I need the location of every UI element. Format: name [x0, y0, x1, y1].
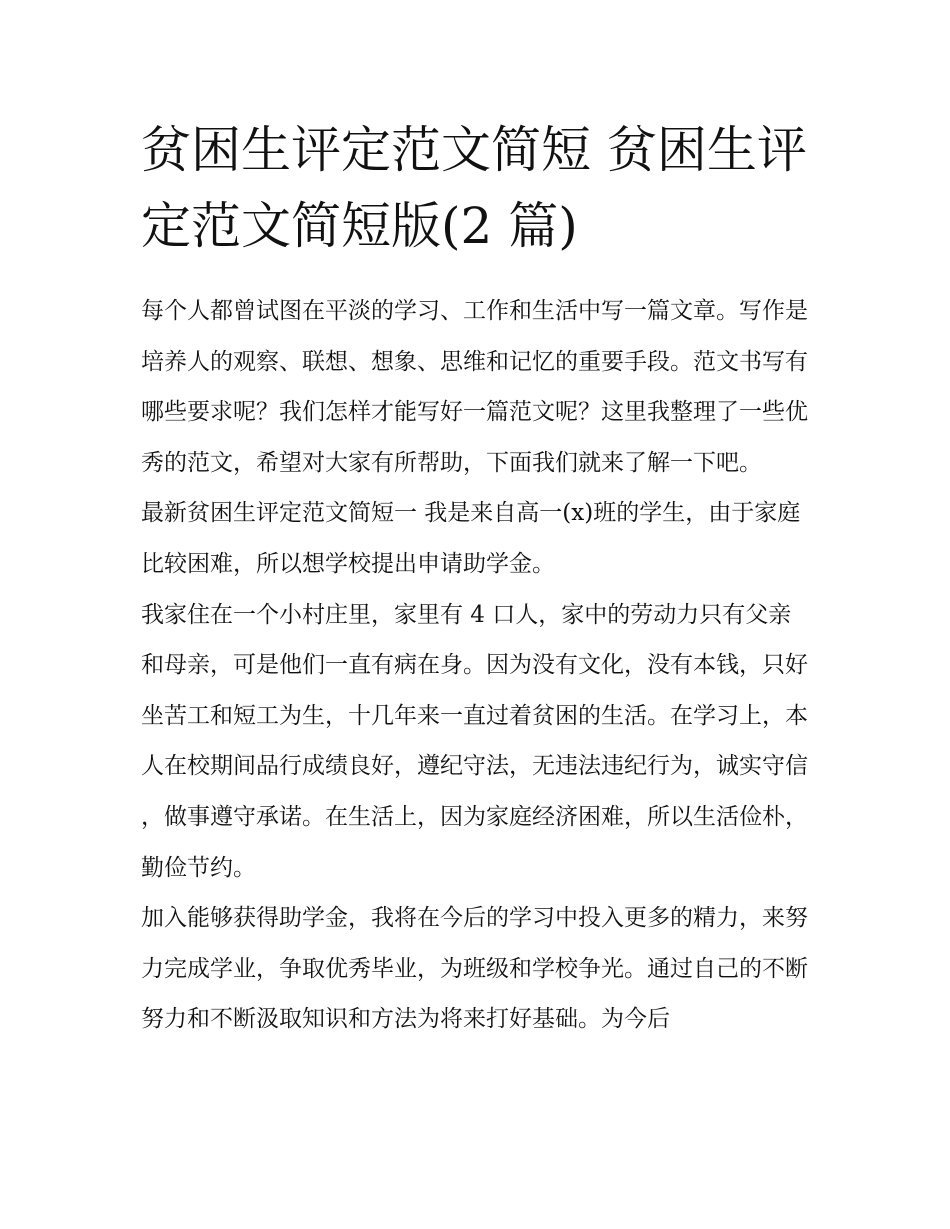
- paragraph-commitment: 加入能够获得助学金，我将在今后的学习中投入更多的精力，来努力完成学业，争取优秀毕业，为班级和学校争光。通过自己的不断努力和不断汲取知识和方法为将来打好基础。为今后: [141, 905, 808, 1033]
- title-line-2: 定范文简短版(2 篇): [141, 197, 578, 255]
- paragraph-application-intro: 最新贫困生评定范文简短一 我是来自高一(x)班的学生，由于家庭比较困难，所以想学校提出申请助学金。: [141, 500, 801, 577]
- title-line-1: 贫困生评定范文简短 贫困生评: [141, 121, 807, 179]
- paragraph-family-situation: 我家住在一个小村庄里，家里有 4 口人，家中的劳动力只有父亲和母亲，可是他们一直有病在身。因为没有文化，没有本钱，只好坐苦工和短工为生，十几年来一直过着贫困的生活。在学习上，本人在校期间品行成绩良好，遵纪守法，无违法违纪行为，诚实守信，做事遵守承诺。在生活上，因为家庭经济困难，所以生活俭朴，勤俭节约。: [141, 601, 808, 881]
- document-title: [141, 112, 811, 264]
- paragraph-intro: 每个人都曾试图在平淡的学习、工作和生活中写一篇文章。写作是培养人的观察、联想、想象、思维和记忆的重要手段。范文书写有哪些要求呢？我们怎样才能写好一篇范文呢？这里我整理了一些优秀的范文，希望对大家有所帮助，下面我们就来了解一下吧。: [141, 298, 808, 476]
- document-body: [141, 112, 811, 1045]
